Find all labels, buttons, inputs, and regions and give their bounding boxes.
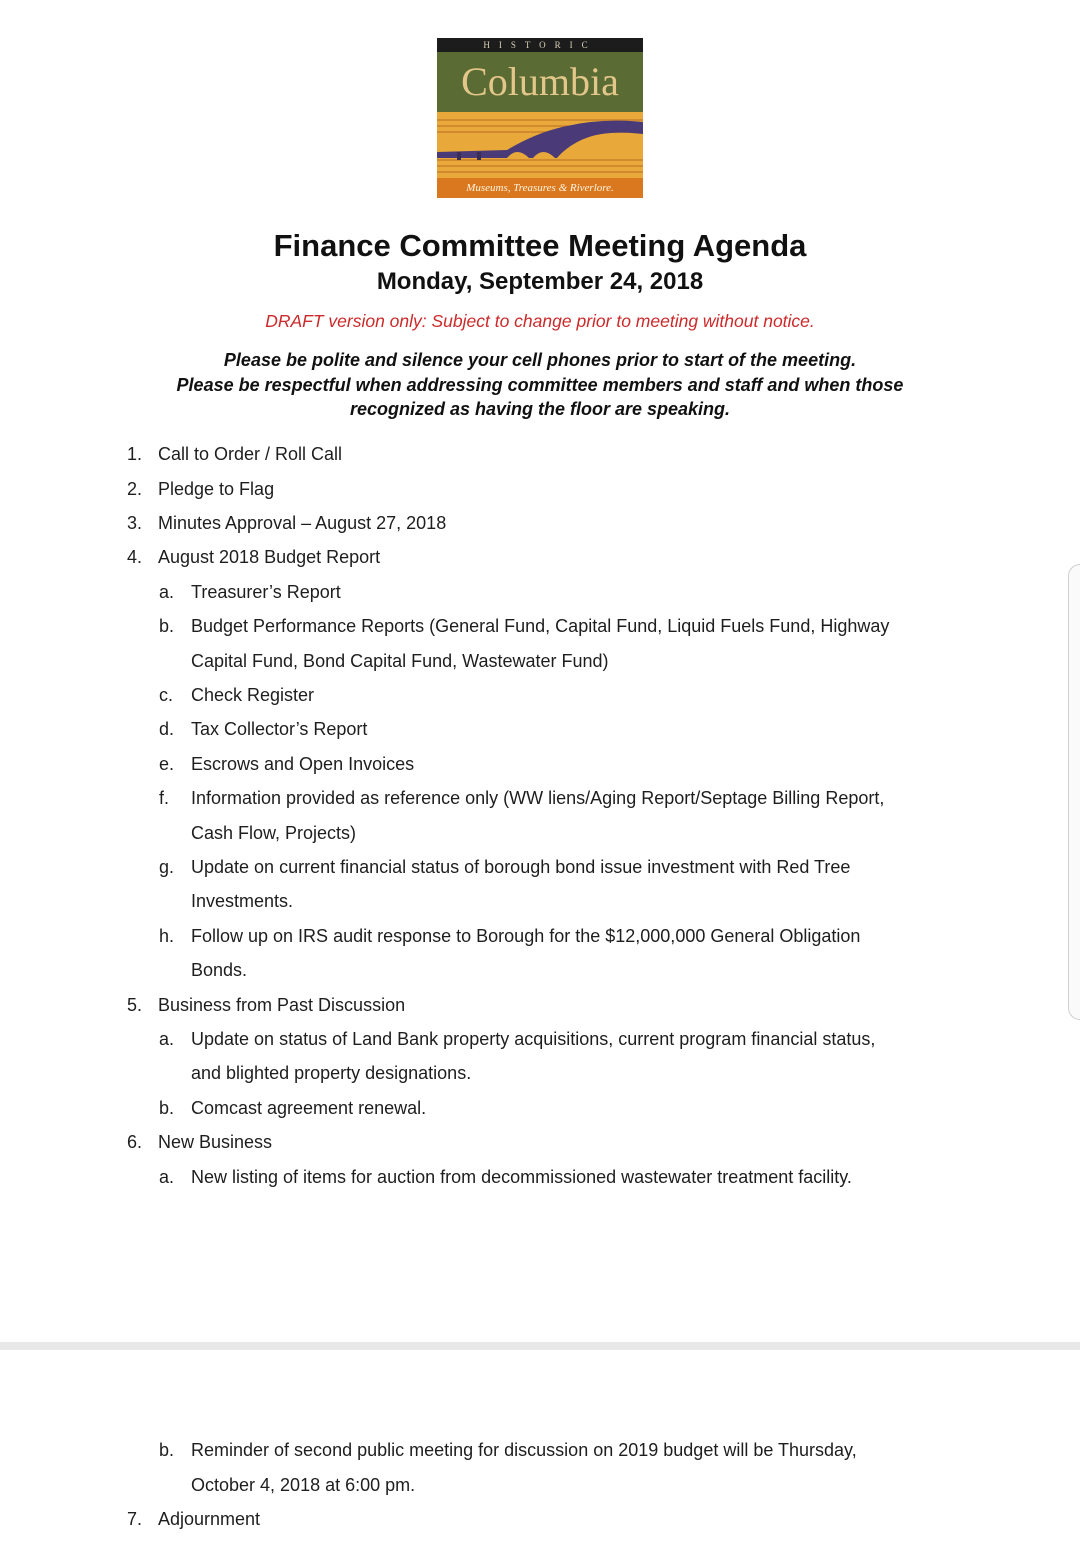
item-text: August 2018 Budget Report	[158, 547, 381, 567]
subitem-letter: a.	[159, 1029, 175, 1049]
subitem-letter: b.	[159, 1440, 175, 1460]
item-number: 1.	[127, 444, 143, 464]
meeting-date: Monday, September 24, 2018	[376, 268, 704, 295]
subitem-text-continued: Capital Fund, Bond Capital Fund, Wastewater Fund)	[191, 651, 609, 671]
subitem-text: Update on current financial status of borough bond issue investment with Red Tree	[191, 857, 851, 877]
subitem-text: Update on status of Land Bank property acquisitions, current program financial status,	[191, 1029, 876, 1049]
subitem-letter: e.	[159, 754, 175, 774]
item-number: 3.	[127, 513, 143, 533]
subitem-letter: b.	[159, 616, 175, 636]
scrollbar-handle[interactable]	[1068, 564, 1080, 1020]
subitem-text-continued: Investments.	[191, 891, 294, 911]
item-text: Business from Past Discussion	[158, 995, 406, 1015]
subitem-text: Tax Collector’s Report	[191, 719, 368, 739]
subitem-text: Comcast agreement renewal.	[191, 1098, 427, 1118]
item-number: 7.	[127, 1509, 143, 1529]
item-number: 4.	[127, 547, 143, 567]
historic-columbia-logo	[437, 38, 643, 198]
subitem-text-continued: October 4, 2018 at 6:00 pm.	[191, 1475, 416, 1495]
subitem-text: Information provided as reference only (WW liens/Aging Report/Septage Billing Report,	[191, 788, 885, 808]
item-number: 6.	[127, 1132, 143, 1152]
subitem-text: Treasurer’s Report	[191, 582, 341, 602]
subitem-letter: h.	[159, 926, 175, 946]
item-text: Pledge to Flag	[158, 479, 275, 499]
page-title: Finance Committee Meeting Agenda	[273, 228, 807, 263]
item-number: 5.	[127, 995, 143, 1015]
item-text: Minutes Approval – August 27, 2018	[158, 513, 447, 533]
bridge-artwork	[437, 112, 643, 178]
conduct-notice	[100, 348, 980, 422]
subitem-text: Follow up on IRS audit response to Borough for the $12,000,000 General Obligation	[191, 926, 861, 946]
subitem-letter: a.	[159, 1167, 175, 1187]
subitem-text: Escrows and Open Invoices	[191, 754, 415, 774]
subitem-letter: a.	[159, 582, 175, 602]
draft-notice: DRAFT version only: Subject to change prior to meeting without notice.	[265, 311, 815, 331]
subitem-text: Check Register	[191, 685, 315, 705]
item-text: Adjournment	[158, 1509, 261, 1529]
subitem-text-continued: Bonds.	[191, 960, 248, 980]
item-text: Call to Order / Roll Call	[158, 444, 343, 464]
subitem-text: New listing of items for auction from decommissioned wastewater treatment facility.	[191, 1167, 852, 1187]
logo-tagline: Museums, Treasures & Riverlore.	[437, 178, 643, 198]
subitem-letter: d.	[159, 719, 175, 739]
subitem-letter: g.	[159, 857, 175, 877]
subitem-letter: f.	[159, 788, 170, 808]
conduct-notice-line: Please be respectful when addressing committee members and staff and when those	[176, 374, 904, 395]
subitem-text: Budget Performance Reports (General Fund, Capital Fund, Liquid Fuels Fund, Highway	[191, 616, 890, 636]
conduct-notice-line: recognized as having the floor are speaking.	[349, 399, 731, 419]
page-separator	[0, 1342, 1080, 1350]
document-page-2	[0, 1350, 1080, 1568]
subitem-letter: c.	[159, 685, 174, 705]
item-text: New Business	[158, 1132, 273, 1152]
subitem-text-continued: Cash Flow, Projects)	[191, 823, 357, 843]
subitem-text-continued: and blighted property designations.	[191, 1063, 472, 1083]
logo-title: Columbia	[461, 59, 619, 104]
item-number: 2.	[127, 479, 143, 499]
conduct-notice-line: Please be polite and silence your cell phones prior to start of the meeting.	[223, 350, 857, 370]
logo-top-text: HISTORIC	[437, 38, 643, 52]
subitem-letter: b.	[159, 1098, 175, 1118]
subitem-text: Reminder of second public meeting for discussion on 2019 budget will be Thursday,	[191, 1440, 857, 1460]
